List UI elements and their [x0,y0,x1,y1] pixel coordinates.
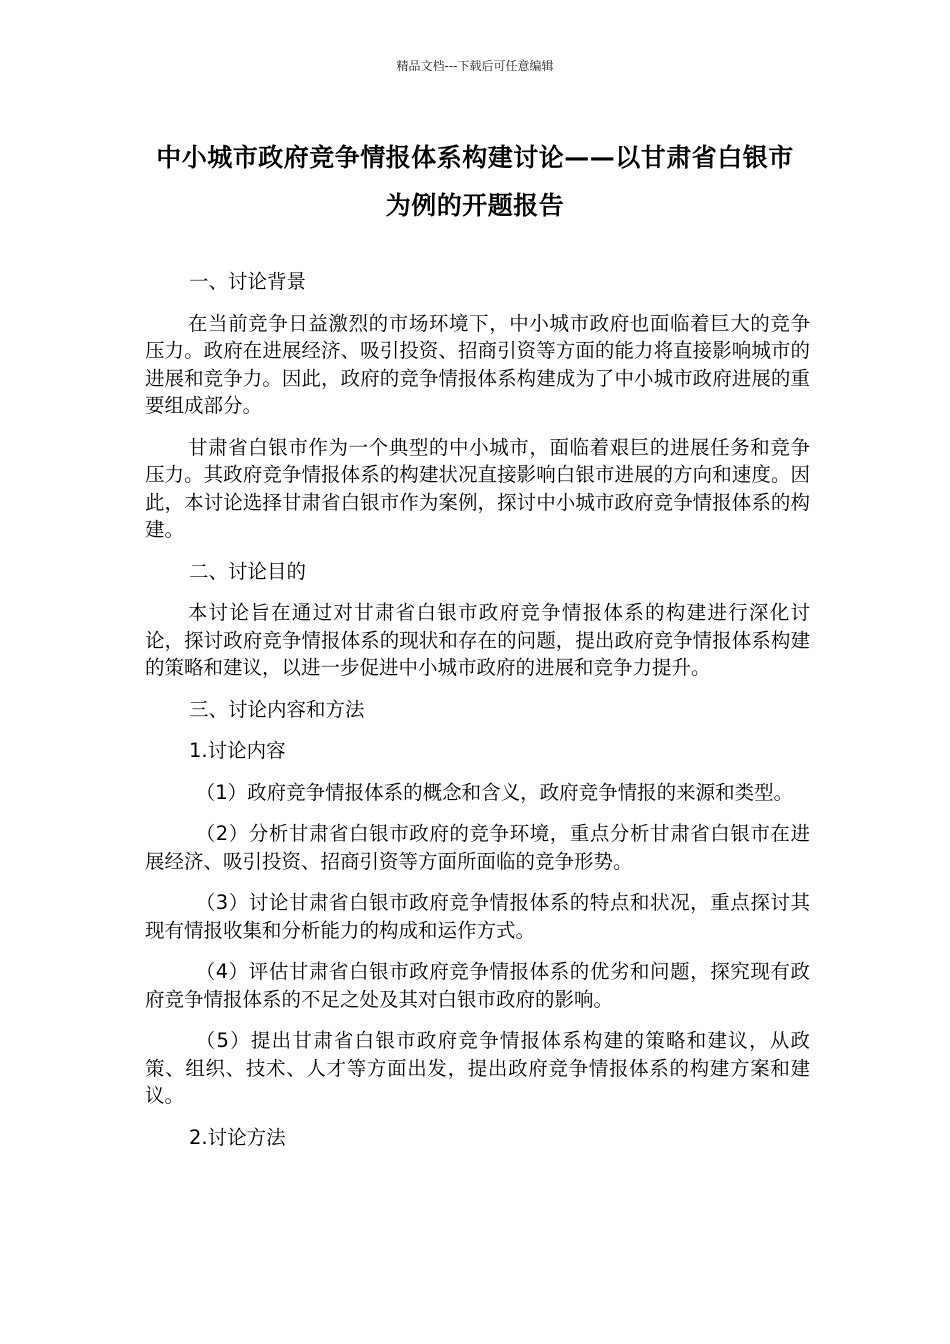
list-item: （1）政府竞争情报体系的概念和含义，政府竞争情报的来源和类型。 [195,780,794,804]
header-note: 精品文档---下载后可任意编辑 [396,59,554,73]
subheading-method: 2.讨论方法 [189,1125,286,1149]
list-item: （4）评估甘肃省白银市政府竞争情报体系的优劣和问题，探究现有政府竞争情报体系的不足之处及其对白银市政府的影响。 [145,960,810,1011]
list-item: （5）提出甘肃省白银市政府竞争情报体系构建的策略和建议，从政策、组织、技术、人才等方面出发，提出政府竞争情报体系的构建方案和建议。 [145,1029,810,1107]
subheading-content: 1.讨论内容 [189,739,286,762]
paragraph: 在当前竞争日益激烈的市场环境下，中小城市政府也面临着巨大的竞争压力。政府在进展经济、吸引投资、招商引资等方面的能力将直接影响城市的进展和竞争力。因此，政府的竞争情报体系构建成为了中小城市政府进展的重要组成部分。 [145,311,810,417]
paragraph: 甘肃省白银市作为一个典型的中小城市，面临着艰巨的进展任务和竞争压力。其政府竞争情报体系的构建状况直接影响白银市进展的方向和速度。因此，本讨论选择甘肃省白银市作为案例，探讨中小城市政府竞争情报体系的构建。 [145,435,810,541]
document-title: 中小城市政府竞争情报体系构建讨论——以甘肃省白银市为例的开题报告 [156,143,794,220]
section-heading-background: 一、讨论背景 [189,270,307,293]
list-item: （2）分析甘肃省白银市政府的竞争环境，重点分析甘肃省白银市在进展经济、吸引投资、招商引资等方面所面临的竞争形势。 [145,822,810,873]
document-body [145,268,810,1165]
list-item: （3）讨论甘肃省白银市政府竞争情报体系的特点和状况，重点探讨其现有情报收集和分析能力的构成和运作方式。 [145,891,810,942]
section-heading-purpose: 二、讨论目的 [189,559,307,583]
paragraph: 本讨论旨在通过对甘肃省白银市政府竞争情报体系的构建进行深化讨论，探讨政府竞争情报体系的现状和存在的问题，提出政府竞争情报体系构建的策略和建议，以进一步促进中小城市政府的进展和竞争力提升。 [145,601,810,679]
section-heading-content-method: 三、讨论内容和方法 [189,697,365,721]
